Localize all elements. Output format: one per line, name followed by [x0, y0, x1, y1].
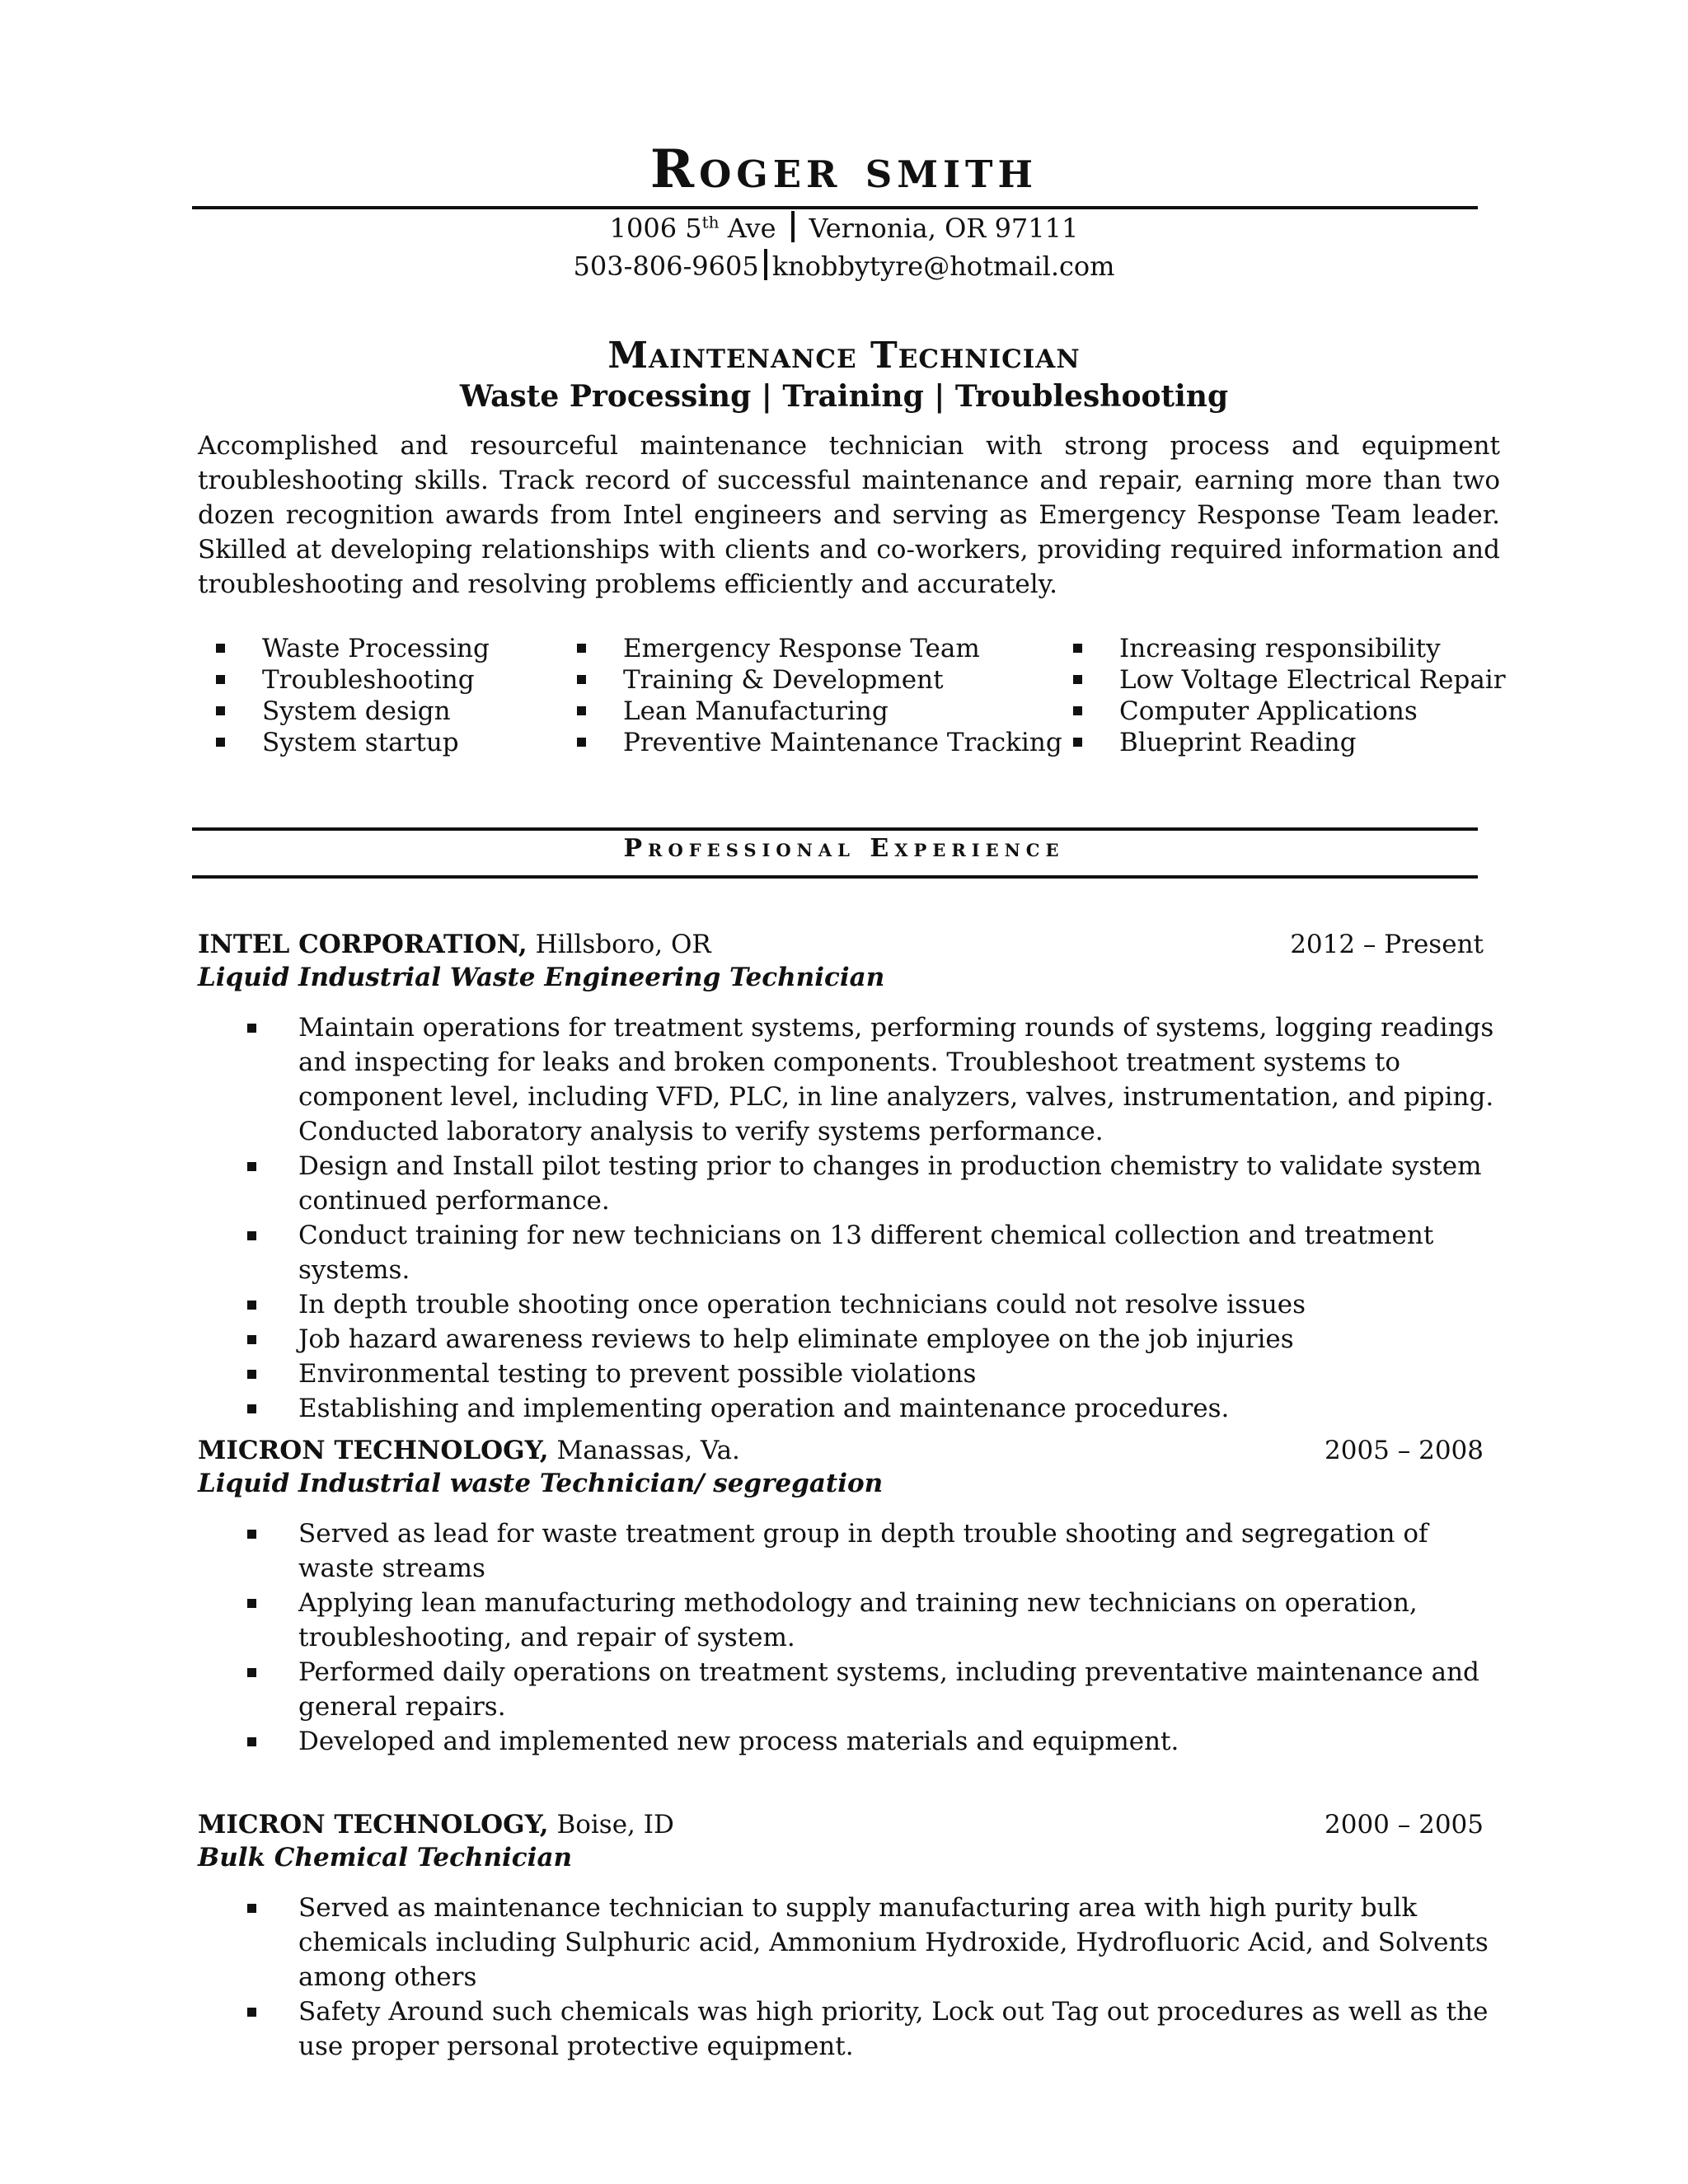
bullet-icon: [247, 1024, 256, 1033]
bullet-icon: [216, 738, 225, 747]
bullet-item: Conduct training for new technicians on 13 different chemical collection and treatment systems.: [247, 1218, 1500, 1287]
bullet-icon: [247, 1737, 256, 1746]
job-location: Boise, ID: [548, 1810, 674, 1840]
bullet-item: In depth trouble shooting once operation technicians could not resolve issues: [247, 1287, 1500, 1322]
company-name: MICRON TECHNOLOGY,: [198, 1810, 549, 1840]
contact-line: [0, 249, 1688, 282]
address-city: Vernonia, OR 97111: [809, 213, 1079, 244]
skill-item: Training & Development: [577, 664, 1062, 696]
bullet-icon: [216, 706, 225, 715]
bullet-icon: [247, 1599, 256, 1608]
job-bullets: [247, 1516, 1500, 1759]
job-role: Bulk Chemical Technician: [198, 1843, 573, 1872]
bullet-icon: [1073, 675, 1082, 684]
phone-number: 503-806-9605: [573, 251, 759, 282]
section-rule-top: [192, 827, 1478, 831]
bullet-item: Environmental testing to prevent possible violations: [247, 1357, 1500, 1391]
bullet-icon: [577, 644, 586, 653]
skill-item: System startup: [216, 727, 490, 758]
skill-item: Waste Processing: [216, 633, 490, 664]
bullet-icon: [1073, 644, 1082, 653]
job-role: Liquid Industrial Waste Engineering Technician: [198, 963, 885, 992]
target-job-title: Maintenance Technician: [607, 335, 1081, 377]
bullet-icon: [247, 1904, 256, 1913]
bullet-icon: [247, 1162, 256, 1171]
skills-column-3: [1073, 633, 1506, 758]
job-header: [198, 1436, 1484, 1465]
bullet-item: Served as maintenance technician to supply manufacturing area with high purity bulk chemicals including Sulphuric acid, Ammonium Hydroxide, Hydrofluoric Acid, and Solvents among others: [247, 1891, 1500, 1994]
experience-section-title: Professional Experience: [623, 834, 1065, 863]
bullet-icon: [247, 1404, 256, 1413]
bullet-icon: [247, 1301, 256, 1310]
skill-item: Emergency Response Team: [577, 633, 1062, 664]
address-street: 1006 5th Ave: [609, 212, 776, 244]
bullet-icon: [247, 2008, 256, 2017]
bullet-icon: [247, 1530, 256, 1539]
bullet-item: Performed daily operations on treatment systems, including preventative maintenance and general repairs.: [247, 1655, 1500, 1724]
job-dates: 2000 – 2005: [1325, 1810, 1484, 1840]
skill-item: Troubleshooting: [216, 664, 490, 696]
bullet-icon: [247, 1668, 256, 1677]
address-line: [0, 211, 1688, 244]
target-job-subtitle: Waste Processing | Training | Troubleshooting: [459, 379, 1229, 414]
skill-item: System design: [216, 696, 490, 727]
job-dates: 2012 – Present: [1290, 930, 1484, 959]
skill-item: Lean Manufacturing: [577, 696, 1062, 727]
bullet-icon: [577, 675, 586, 684]
email-address: knobbytyre@hotmail.com: [771, 251, 1115, 282]
bullet-icon: [247, 1370, 256, 1379]
header-rule: [192, 206, 1478, 209]
bullet-item: Served as lead for waste treatment group in depth trouble shooting and segregation of waste streams: [247, 1516, 1500, 1586]
skills-column-1: [216, 633, 490, 758]
job-bullets: [247, 1010, 1500, 1426]
bullet-icon: [577, 738, 586, 747]
divider: [764, 249, 767, 280]
bullet-item: Design and Install pilot testing prior to changes in production chemistry to validate system continued performance.: [247, 1149, 1500, 1218]
job-header: [198, 1810, 1484, 1840]
bullet-item: Establishing and implementing operation and maintenance procedures.: [247, 1391, 1500, 1426]
job-location: Manassas, Va.: [548, 1436, 740, 1465]
bullet-item: Developed and implemented new process materials and equipment.: [247, 1724, 1500, 1759]
skill-item: Increasing responsibility: [1073, 633, 1506, 664]
bullet-icon: [1073, 706, 1082, 715]
section-rule-bottom: [192, 875, 1478, 879]
job-header: [198, 930, 1484, 959]
skill-item: Low Voltage Electrical Repair: [1073, 664, 1506, 696]
skill-item: Preventive Maintenance Tracking: [577, 727, 1062, 758]
company-name: INTEL CORPORATION,: [198, 930, 528, 959]
bullet-icon: [247, 1231, 256, 1240]
bullet-icon: [216, 644, 225, 653]
bullet-item: Maintain operations for treatment systems, performing rounds of systems, logging readings and inspecting for leaks and broken components. Troubleshoot treatment systems to component level, including VFD, PLC, in line analyzers, valves, instrumentation, and piping. Conducted laboratory analysis to verify systems performance.: [247, 1010, 1500, 1149]
job-role: Liquid Industrial waste Technician/ segregation: [198, 1469, 884, 1498]
candidate-name: Roger smith: [649, 138, 1039, 200]
bullet-item: Safety Around such chemicals was high priority, Lock out Tag out procedures as well as the use proper personal protective equipment.: [247, 1994, 1500, 2064]
divider: [791, 211, 795, 242]
bullet-icon: [1073, 738, 1082, 747]
bullet-item: Job hazard awareness reviews to help eliminate employee on the job injuries: [247, 1322, 1500, 1357]
bullet-icon: [247, 1335, 256, 1344]
job-bullets: [247, 1891, 1500, 2064]
bullet-item: Applying lean manufacturing methodology and training new technicians on operation, troubleshooting, and repair of system.: [247, 1586, 1500, 1655]
professional-summary: Accomplished and resourceful maintenance technician with strong process and equipment troubleshooting skills. Track record of successful maintenance and repair, earning more than two dozen recognition awards from Intel engineers and serving as Emergency Response Team leader. Skilled at developing relationships with clients and co-workers, providing required information and troubleshooting and resolving problems efficiently and accurately.: [198, 431, 1500, 599]
skills-column-2: [577, 633, 1062, 758]
skill-item: Blueprint Reading: [1073, 727, 1506, 758]
job-dates: 2005 – 2008: [1325, 1436, 1484, 1465]
job-location: Hillsboro, OR: [527, 930, 711, 959]
bullet-icon: [577, 706, 586, 715]
bullet-icon: [216, 675, 225, 684]
company-name: MICRON TECHNOLOGY,: [198, 1436, 549, 1465]
skill-item: Computer Applications: [1073, 696, 1506, 727]
